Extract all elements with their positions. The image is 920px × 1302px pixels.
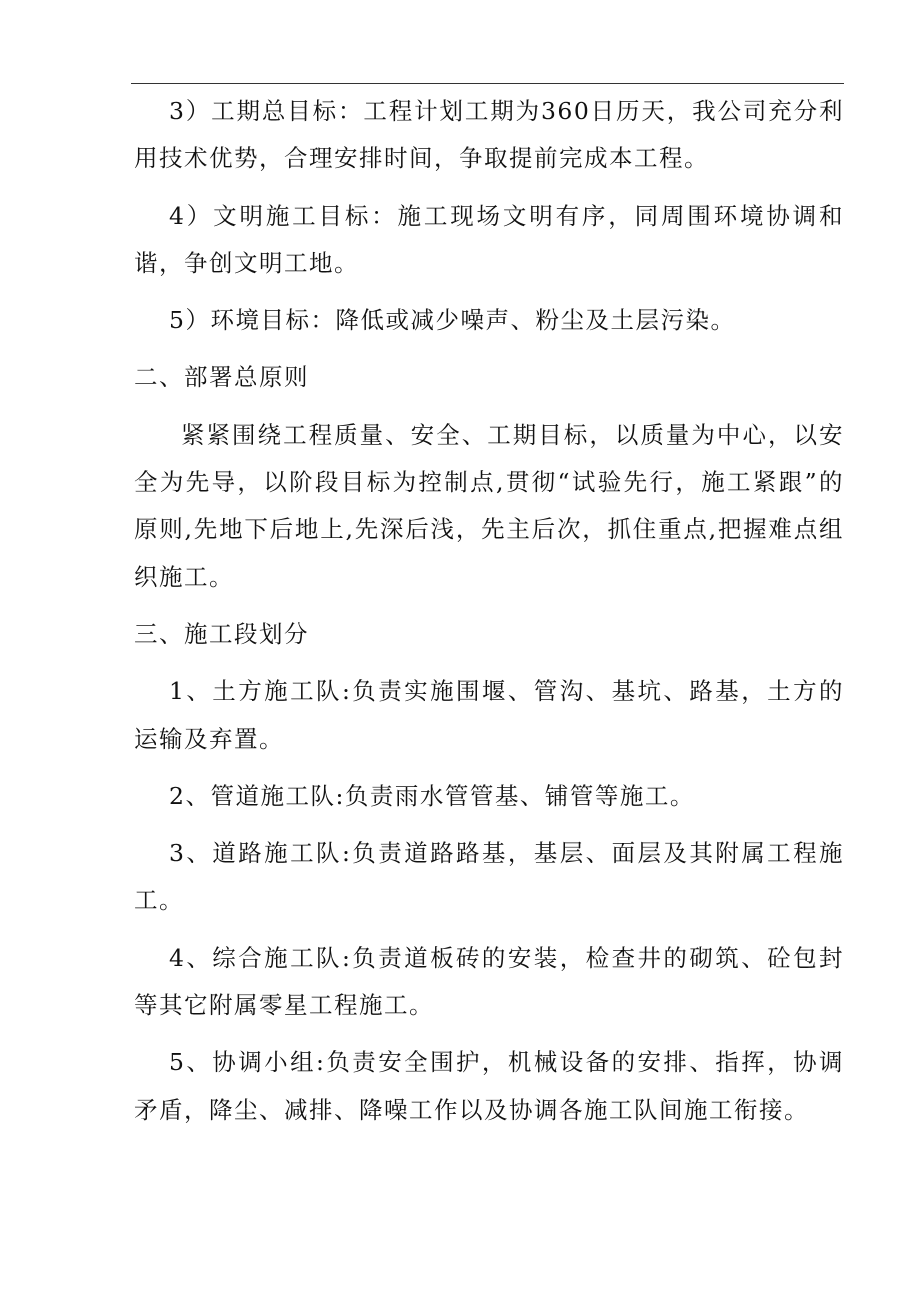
paragraph-schedule-goal: 3）工期总目标：工程计划工期为360日历天，我公司充分利用技术优势，合理安排时间，争取提前完成本工程。 (134, 97, 844, 173)
document-body (134, 88, 844, 1134)
paragraph-deployment-principles: 紧紧围绕工程质量、安全、工期目标，以质量为中心，以安全为先导，以阶段目标为控制点,贯彻“试验先行，施工紧跟”的原则,先地下后地上,先深后浅，先主后次，抓住重点,把握难点组织施工。 (134, 420, 844, 591)
paragraph-spacer (134, 287, 844, 297)
paragraph-spacer (134, 763, 844, 773)
paragraph-earthwork-team: 1、土方施工队:负责实施围堰、管沟、基坑、路基，土方的运输及弃置。 (134, 677, 844, 753)
paragraph-comprehensive-team: 4、综合施工队:负责道板砖的安装，检查井的砌筑、砼包封等其它附属零星工程施工。 (134, 943, 844, 1020)
paragraph-spacer (134, 820, 844, 830)
paragraph-spacer (134, 402, 844, 412)
paragraph-spacer (134, 183, 844, 193)
paragraph-spacer (134, 925, 844, 935)
paragraph-road-team: 3、道路施工队:负责道路路基，基层、面层及其附属工程施工。 (134, 839, 844, 915)
paragraph-spacer (134, 658, 844, 668)
paragraph-spacer (134, 1029, 844, 1039)
paragraph-pipeline-team: 2、管道施工队:负责雨水管管基、铺管等施工。 (169, 781, 695, 810)
section-heading-construction-sections: 三、施工段划分 (134, 619, 309, 648)
section-heading-deployment-principles: 二、部署总原则 (134, 363, 309, 392)
paragraph-coordination-group: 5、协调小组:负责安全围护，机械设备的安排、指挥，协调矛盾，降尘、减排、降噪工作以及协调各施工队间施工衔接。 (134, 1048, 844, 1124)
paragraph-spacer (134, 601, 844, 611)
header-rule (131, 83, 844, 84)
paragraph-environment-goal: 5）环境目标：降低或减少噪声、粉尘及土层污染。 (169, 306, 736, 335)
paragraph-spacer (134, 344, 844, 354)
paragraph-civilized-construction-goal: 4）文明施工目标：施工现场文明有序，同周围环境协调和谐，争创文明工地。 (134, 201, 844, 277)
